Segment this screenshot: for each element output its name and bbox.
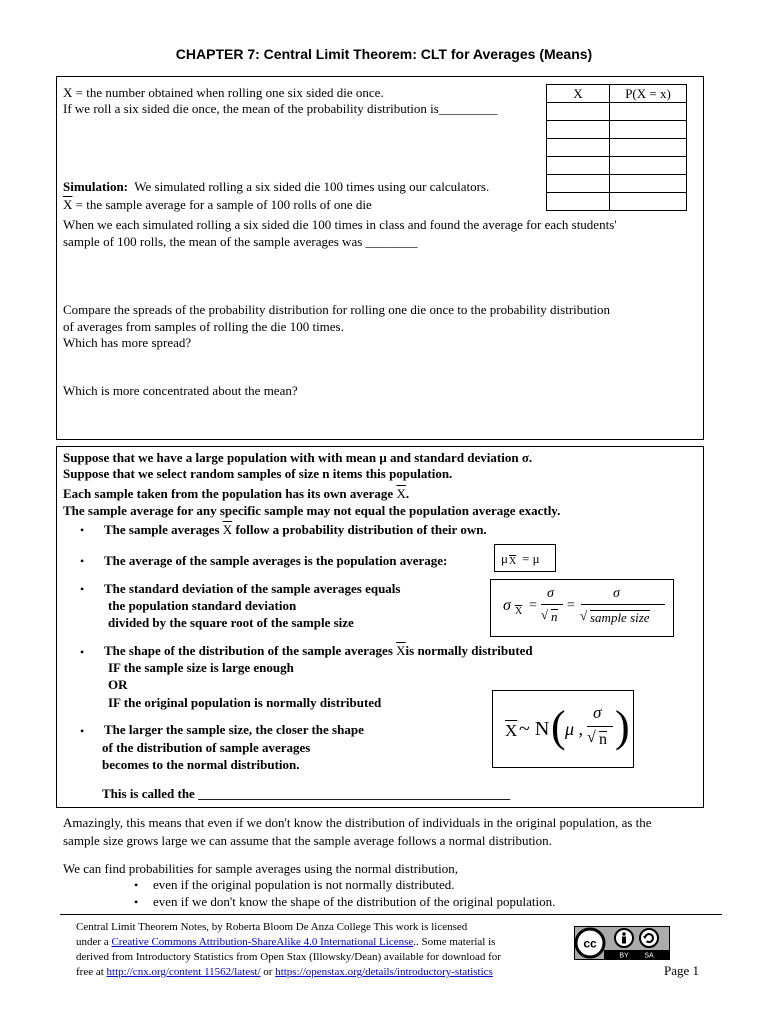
table-cell[interactable] bbox=[547, 103, 610, 121]
sigma-numerator: σ bbox=[547, 586, 554, 601]
table-cell[interactable] bbox=[610, 175, 687, 193]
concentration-question: Which is more concentrated about the mean? bbox=[63, 383, 298, 398]
equals-sign: = bbox=[567, 598, 575, 613]
mean-question: If we roll a six sided die once, the mean of the probability distribution is_________ bbox=[63, 101, 498, 116]
sqrt-icon: √ bbox=[580, 608, 588, 623]
bullet-larger-line-1: The larger the sample size, the closer the shape bbox=[104, 722, 364, 737]
bullet-not-normal: even if the original population is not normally distributed. bbox=[153, 877, 455, 892]
bullet-icon: • bbox=[80, 645, 85, 659]
table-cell[interactable] bbox=[547, 157, 610, 175]
table-row bbox=[547, 121, 687, 139]
table-cell[interactable] bbox=[547, 121, 610, 139]
cc-by-sa-badge[interactable] bbox=[574, 926, 670, 960]
sample-average-note: The sample average for any specific sample may not equal the population average exactly. bbox=[63, 503, 561, 518]
table-row bbox=[547, 175, 687, 193]
compare-line-1: Compare the spreads of the probability distribution for rolling one die once to the probability distribution bbox=[63, 302, 610, 317]
simulation-line bbox=[63, 179, 489, 195]
compare-line-2: of averages from samples of rolling the die 100 times. bbox=[63, 319, 344, 334]
equals-sign: = bbox=[529, 598, 537, 613]
cnx-link[interactable]: http://cnx.org/content 11562/latest/ bbox=[106, 966, 261, 978]
approx-n: ~ N bbox=[519, 718, 550, 740]
cc-text: cc bbox=[583, 936, 597, 951]
sa-share-alike-icon bbox=[640, 929, 658, 947]
right-paren-icon: ) bbox=[615, 702, 630, 751]
bullet-icon: • bbox=[80, 554, 85, 568]
xbar-subscript: $\overline{X}$ bbox=[509, 556, 517, 567]
cc-license-link[interactable]: Creative Commons Attribution-ShareAlike 4.0 International License bbox=[111, 936, 414, 948]
amazing-line-1: Amazingly, this means that even if we don't know the distribution of individuals in the original population, as the bbox=[63, 815, 652, 830]
sqrt-n: n bbox=[599, 731, 607, 748]
sample-average-statement bbox=[63, 486, 409, 502]
sigma-numerator: σ bbox=[613, 586, 620, 601]
page-title: CHAPTER 7: Central Limit Theorem: CLT for Averages (Means) bbox=[175, 46, 593, 62]
by-text: BY bbox=[619, 952, 629, 960]
bullet-text: follow a probability distribution of their own. bbox=[235, 522, 487, 537]
footer-line-1: Central Limit Theorem Notes, by Roberta Bloom De Anza College This work is licensed bbox=[76, 921, 468, 933]
bullet-sd-line-3: divided by the square root of the sample size bbox=[108, 615, 354, 630]
sa-text: SA bbox=[644, 952, 654, 960]
bullet-shape-line-2: IF the sample size is large enough bbox=[108, 660, 294, 675]
bullet-shape-or: OR bbox=[108, 677, 128, 692]
population-statement: Suppose that we have a large population with with mean μ and standard deviation σ. bbox=[63, 450, 533, 465]
left-paren-icon: ( bbox=[551, 702, 566, 751]
table-cell[interactable] bbox=[547, 175, 610, 193]
sampling-statement: Suppose that we select random samples of size n items this population. bbox=[63, 466, 453, 481]
period: . bbox=[405, 486, 410, 501]
bullet-text: The sample averages bbox=[104, 522, 220, 537]
bullet-sampling-distribution bbox=[104, 522, 487, 538]
sd-formula-box bbox=[490, 579, 674, 637]
called-blank: This is called the ________________________________________________ bbox=[102, 786, 511, 801]
table-header-p: P(X = x) bbox=[610, 85, 687, 103]
bullet-sd-line-2: the population standard deviation bbox=[108, 598, 297, 613]
table-row bbox=[547, 157, 687, 175]
bullet-text: The shape of the distribution of the sample averages bbox=[104, 643, 393, 658]
footer-text: or bbox=[260, 966, 276, 978]
table-cell[interactable] bbox=[610, 103, 687, 121]
bullet-larger-line-3: becomes to the normal distribution. bbox=[102, 757, 300, 772]
footer-text: .. Some material is bbox=[413, 936, 496, 948]
footer-line-3: derived from Introductory Statistics from Open Stax (Illowsky/Dean) available for download for bbox=[76, 951, 501, 963]
bullet-mean-of-means: The average of the sample averages is the population average: bbox=[104, 553, 448, 568]
table-cell[interactable] bbox=[610, 121, 687, 139]
sqrt-icon: √ bbox=[541, 607, 549, 622]
mu-comma: μ , bbox=[565, 719, 584, 739]
footer-line-4 bbox=[76, 965, 493, 979]
sqrt-icon: √ bbox=[587, 729, 596, 746]
table-header-x: X bbox=[547, 85, 610, 103]
footer-line-2 bbox=[76, 935, 495, 949]
mean-formula-box bbox=[494, 544, 556, 572]
openstax-link[interactable]: https://openstax.org/details/introductory-statistics bbox=[275, 966, 493, 978]
xbar-definition-text: = the sample average for a sample of 100 rolls of one die bbox=[75, 197, 372, 212]
bullet-icon: • bbox=[80, 724, 85, 738]
bullet-shape-line-3: IF the original population is normally distributed bbox=[108, 695, 382, 710]
bullet-unknown-shape: even if we don't know the shape of the distribution of the original population. bbox=[153, 894, 556, 909]
bullet-shape-line-1 bbox=[104, 643, 533, 659]
probabilities-intro: We can find probabilities for sample averages using the normal distribution, bbox=[63, 861, 458, 876]
bullet-sd-line-1: The standard deviation of the sample averages equals bbox=[104, 581, 401, 596]
footer-text: under a bbox=[76, 936, 109, 948]
bullet-text: is normally distributed bbox=[405, 643, 533, 658]
sigma-symbol: σ bbox=[503, 597, 511, 614]
sample-average-text: Each sample taken from the population has its own average bbox=[63, 486, 394, 501]
table-cell[interactable] bbox=[610, 157, 687, 175]
page-number: Page 1 bbox=[664, 963, 700, 978]
simulation-text: We simulated rolling a six sided die 100 times using our calculators. bbox=[134, 179, 490, 194]
table-cell[interactable] bbox=[547, 193, 610, 211]
amazing-line-2: sample size grows large we can assume that the sample average follows a normal distribution. bbox=[63, 833, 552, 848]
table-row bbox=[547, 103, 687, 121]
xbar-symbol: $\overline{X}$ bbox=[63, 197, 73, 212]
xbar-symbol: $\overline{X}$ bbox=[396, 643, 406, 658]
sqrt-n: n bbox=[551, 609, 558, 624]
bullet-icon: • bbox=[80, 582, 85, 596]
normal-distribution-formula-box bbox=[492, 690, 634, 768]
bullet-icon: • bbox=[134, 895, 139, 909]
probability-table bbox=[546, 84, 687, 211]
table-row bbox=[547, 193, 687, 211]
bullet-larger-line-2: of the distribution of sample averages bbox=[102, 740, 311, 755]
mu-equals: = μ bbox=[522, 551, 540, 566]
sigma-numerator: σ bbox=[593, 703, 602, 722]
xbar-symbol: $\overline{X}$ bbox=[396, 486, 406, 501]
mu-symbol: μ bbox=[501, 551, 508, 566]
xbar-symbol: $\overline{X}$ bbox=[505, 721, 518, 740]
die-definition: X = the number obtained when rolling one six sided die once. bbox=[63, 85, 384, 100]
simulation-label: Simulation: bbox=[63, 179, 129, 194]
table-cell[interactable] bbox=[547, 139, 610, 157]
class-simulation-line: When we each simulated rolling a six sided die 100 times in class and found the average for each students' bbox=[63, 217, 617, 232]
sample-mean-question: sample of 100 rolls, the mean of the sample averages was ________ bbox=[63, 234, 418, 249]
bullet-icon: • bbox=[134, 878, 139, 892]
footer-text: free at bbox=[76, 966, 107, 978]
xbar-definition bbox=[63, 197, 372, 213]
bullet-icon: • bbox=[80, 523, 85, 537]
table-cell[interactable] bbox=[610, 139, 687, 157]
xbar-subscript: $\overline{X}$ bbox=[515, 606, 523, 617]
spread-question: Which has more spread? bbox=[63, 335, 192, 350]
sqrt-sample-size: sample size bbox=[590, 610, 650, 625]
table-cell[interactable] bbox=[610, 193, 687, 211]
xbar-symbol: $\overline{X}$ bbox=[222, 522, 233, 537]
footer-divider bbox=[60, 914, 722, 915]
table-row bbox=[547, 139, 687, 157]
